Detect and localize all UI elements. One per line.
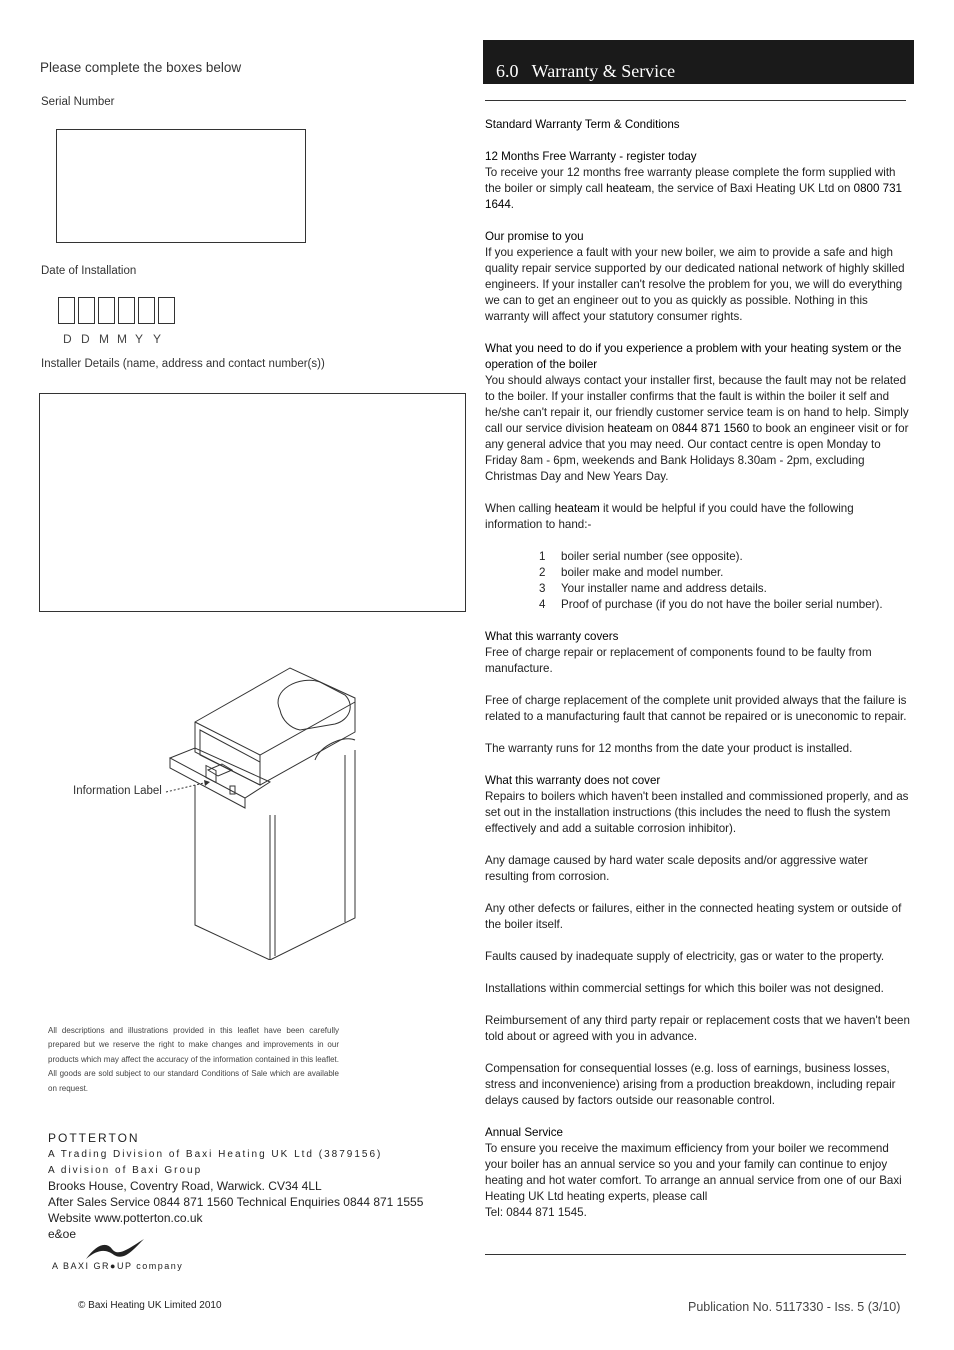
baxi-group-division: A division of Baxi Group — [48, 1165, 203, 1176]
standard-terms-title: Standard Warranty Term & Conditions — [485, 118, 680, 131]
covers-item: The warranty runs for 12 months from the date your product is installed. — [485, 742, 853, 755]
website-line: Website www.potterton.co.uk — [48, 1211, 203, 1225]
copyright: © Baxi Heating UK Limited 2010 — [78, 1300, 222, 1311]
installer-details-label: Installer Details (name, address and contact number(s)) — [41, 358, 325, 370]
serial-number-box[interactable] — [56, 129, 306, 243]
serial-number-label: Serial Number — [41, 96, 115, 108]
baxi-group-logo: A BAXI GR●UP company — [52, 1261, 184, 1271]
info-list — [485, 549, 910, 613]
annual-service-tel: Tel: 0844 871 1545. — [485, 1206, 587, 1219]
bottom-rule — [485, 1254, 906, 1255]
not-cover-item: Any damage caused by hard water scale deposits and/or aggressive water resulting from corrosion. — [485, 854, 868, 883]
eoe-text: e&oe — [48, 1227, 77, 1241]
date-letter: D — [81, 332, 90, 346]
problem-title: What you need to do if you experience a problem with your heating system or the operation of the boiler — [485, 342, 902, 371]
list-item: 2 boiler make and model number. — [539, 566, 724, 579]
annual-service-text: To ensure you receive the maximum efficiency from your boiler we recommend your boiler has an annual service so you and your family can continue to enjoy heating and hot water comfort. To arrange an annual service from one of our Baxi Heating UK Ltd heating experts, please call — [485, 1142, 902, 1203]
date-digit-box[interactable] — [98, 297, 115, 324]
warranty-body — [485, 117, 910, 1221]
promise-title: Our promise to you — [485, 230, 584, 243]
date-format-letters — [63, 330, 171, 348]
potterton-brand: POTTERTON — [48, 1131, 140, 1145]
free-warranty-title: 12 Months Free Warranty - register today — [485, 150, 697, 163]
date-letter: Y — [153, 332, 162, 346]
date-letter: D — [63, 332, 72, 346]
covers-title: What this warranty covers — [485, 630, 619, 643]
company-address: Brooks House, Coventry Road, Warwick. CV34 4LL — [48, 1179, 322, 1193]
date-letter: M — [99, 332, 109, 346]
date-letter: Y — [135, 332, 144, 346]
information-label-caption: Information Label — [73, 785, 162, 797]
date-digit-box[interactable] — [118, 297, 135, 324]
trading-division: A Trading Division of Baxi Heating UK Ltd (3879156) — [48, 1149, 383, 1160]
promise-text: If you experience a fault with your new boiler, we aim to provide a safe and high quality repair service supported by our dedicated national network of highly skilled engineers. If your installer can't resolve the problem for you, we will do everything we can to get an engineer out to you as quickly as possible. Nothing in this warranty will affect your statutory consumer rights. — [485, 246, 905, 323]
not-cover-item: Repairs to boilers which haven't been installed and commissioned properly, and as set out in the installation instructions (this includes the need to flush the system effectively and add a suitable corrosion inhibitor). — [485, 790, 909, 835]
not-cover-item: Any other defects or failures, either in the connected heating system or outside of the boiler itself. — [485, 902, 902, 931]
not-cover-item: Reimbursement of any third party repair or replacement costs that we haven't been told about or agreed with you in advance. — [485, 1014, 910, 1043]
section-heading: 6.0 Warranty & Service — [496, 61, 676, 81]
not-cover-item: Compensation for consequential losses (e.g. loss of earnings, business losses, stress and inconvenience) arising from a production breakdown, including repair delays caused by factors outside our reasonable control. — [485, 1062, 896, 1107]
annual-service-title: Annual Service — [485, 1126, 563, 1139]
date-digit-box[interactable] — [158, 297, 175, 324]
date-letter: M — [117, 332, 127, 346]
section-heading-bar — [483, 40, 914, 84]
list-item: 3 Your installer name and address details. — [539, 582, 767, 595]
information-label-pointer — [164, 778, 214, 798]
baxi-swoosh-icon — [84, 1237, 148, 1263]
publication-number: Publication No. 5117330 - Iss. 5 (3/10) — [688, 1300, 901, 1314]
not-cover-title: What this warranty does not cover — [485, 774, 661, 787]
not-cover-item: Faults caused by inadequate supply of electricity, gas or water to the property. — [485, 950, 885, 963]
covers-item: Free of charge repair or replacement of components found to be faulty from manufacture. — [485, 646, 872, 675]
free-warranty-text: To receive your 12 months free warranty please complete the form supplied with the boiler or simply call heateam, the service of Baxi Heating UK Ltd on 0800 731 1644. — [485, 166, 902, 211]
date-digit-box[interactable] — [78, 297, 95, 324]
installer-details-box[interactable] — [39, 393, 466, 612]
list-item: 1 boiler serial number (see opposite). — [539, 550, 743, 563]
calling-text: When calling heateam it would be helpful if you could have the following information to hand:- — [485, 502, 854, 531]
list-item: 4 Proof of purchase (if you do not have the boiler serial number). — [539, 598, 883, 611]
form-intro: Please complete the boxes below — [40, 60, 242, 75]
date-of-installation-label: Date of Installation — [41, 265, 137, 277]
date-digit-box[interactable] — [138, 297, 155, 324]
date-digit-boxes[interactable] — [58, 297, 178, 329]
heading-rule — [485, 100, 906, 101]
disclaimer-text: All descriptions and illustrations provided in this leaflet have been carefully prepared but we reserve the right to make changes and improvements in our products which may affect the accuracy of the information contained in this leaflet. All goods are sold subject to our standard Conditions of Sale which are available on request. — [48, 1026, 339, 1093]
service-phones: After Sales Service 0844 871 1560 Technical Enquiries 0844 871 1555 — [48, 1195, 424, 1209]
covers-item: Free of charge replacement of the complete unit provided always that the failure is related to a manufacturing fault that cannot be repaired or is uneconomic to repair. — [485, 694, 907, 723]
problem-text: You should always contact your installer first, because the fault may not be related to the boiler. If your installer confirms that the fault is within the boiler it self and he/she can't repair it, our friendly customer service team is on hand to help. Simply call our service division heateam on 0844 871 1560 to book an engineer visit or for any general advice that you may need. Our contact centre is open Monday to Friday 8am - 6pm, weekends and Bank Holidays 8.30am - 2pm, excluding Christmas Day and New Years Day. — [485, 374, 909, 483]
not-cover-item: Installations within commercial settings for which this boiler was not designed. — [485, 982, 884, 995]
date-digit-box[interactable] — [58, 297, 75, 324]
boiler-illustration — [150, 660, 380, 960]
